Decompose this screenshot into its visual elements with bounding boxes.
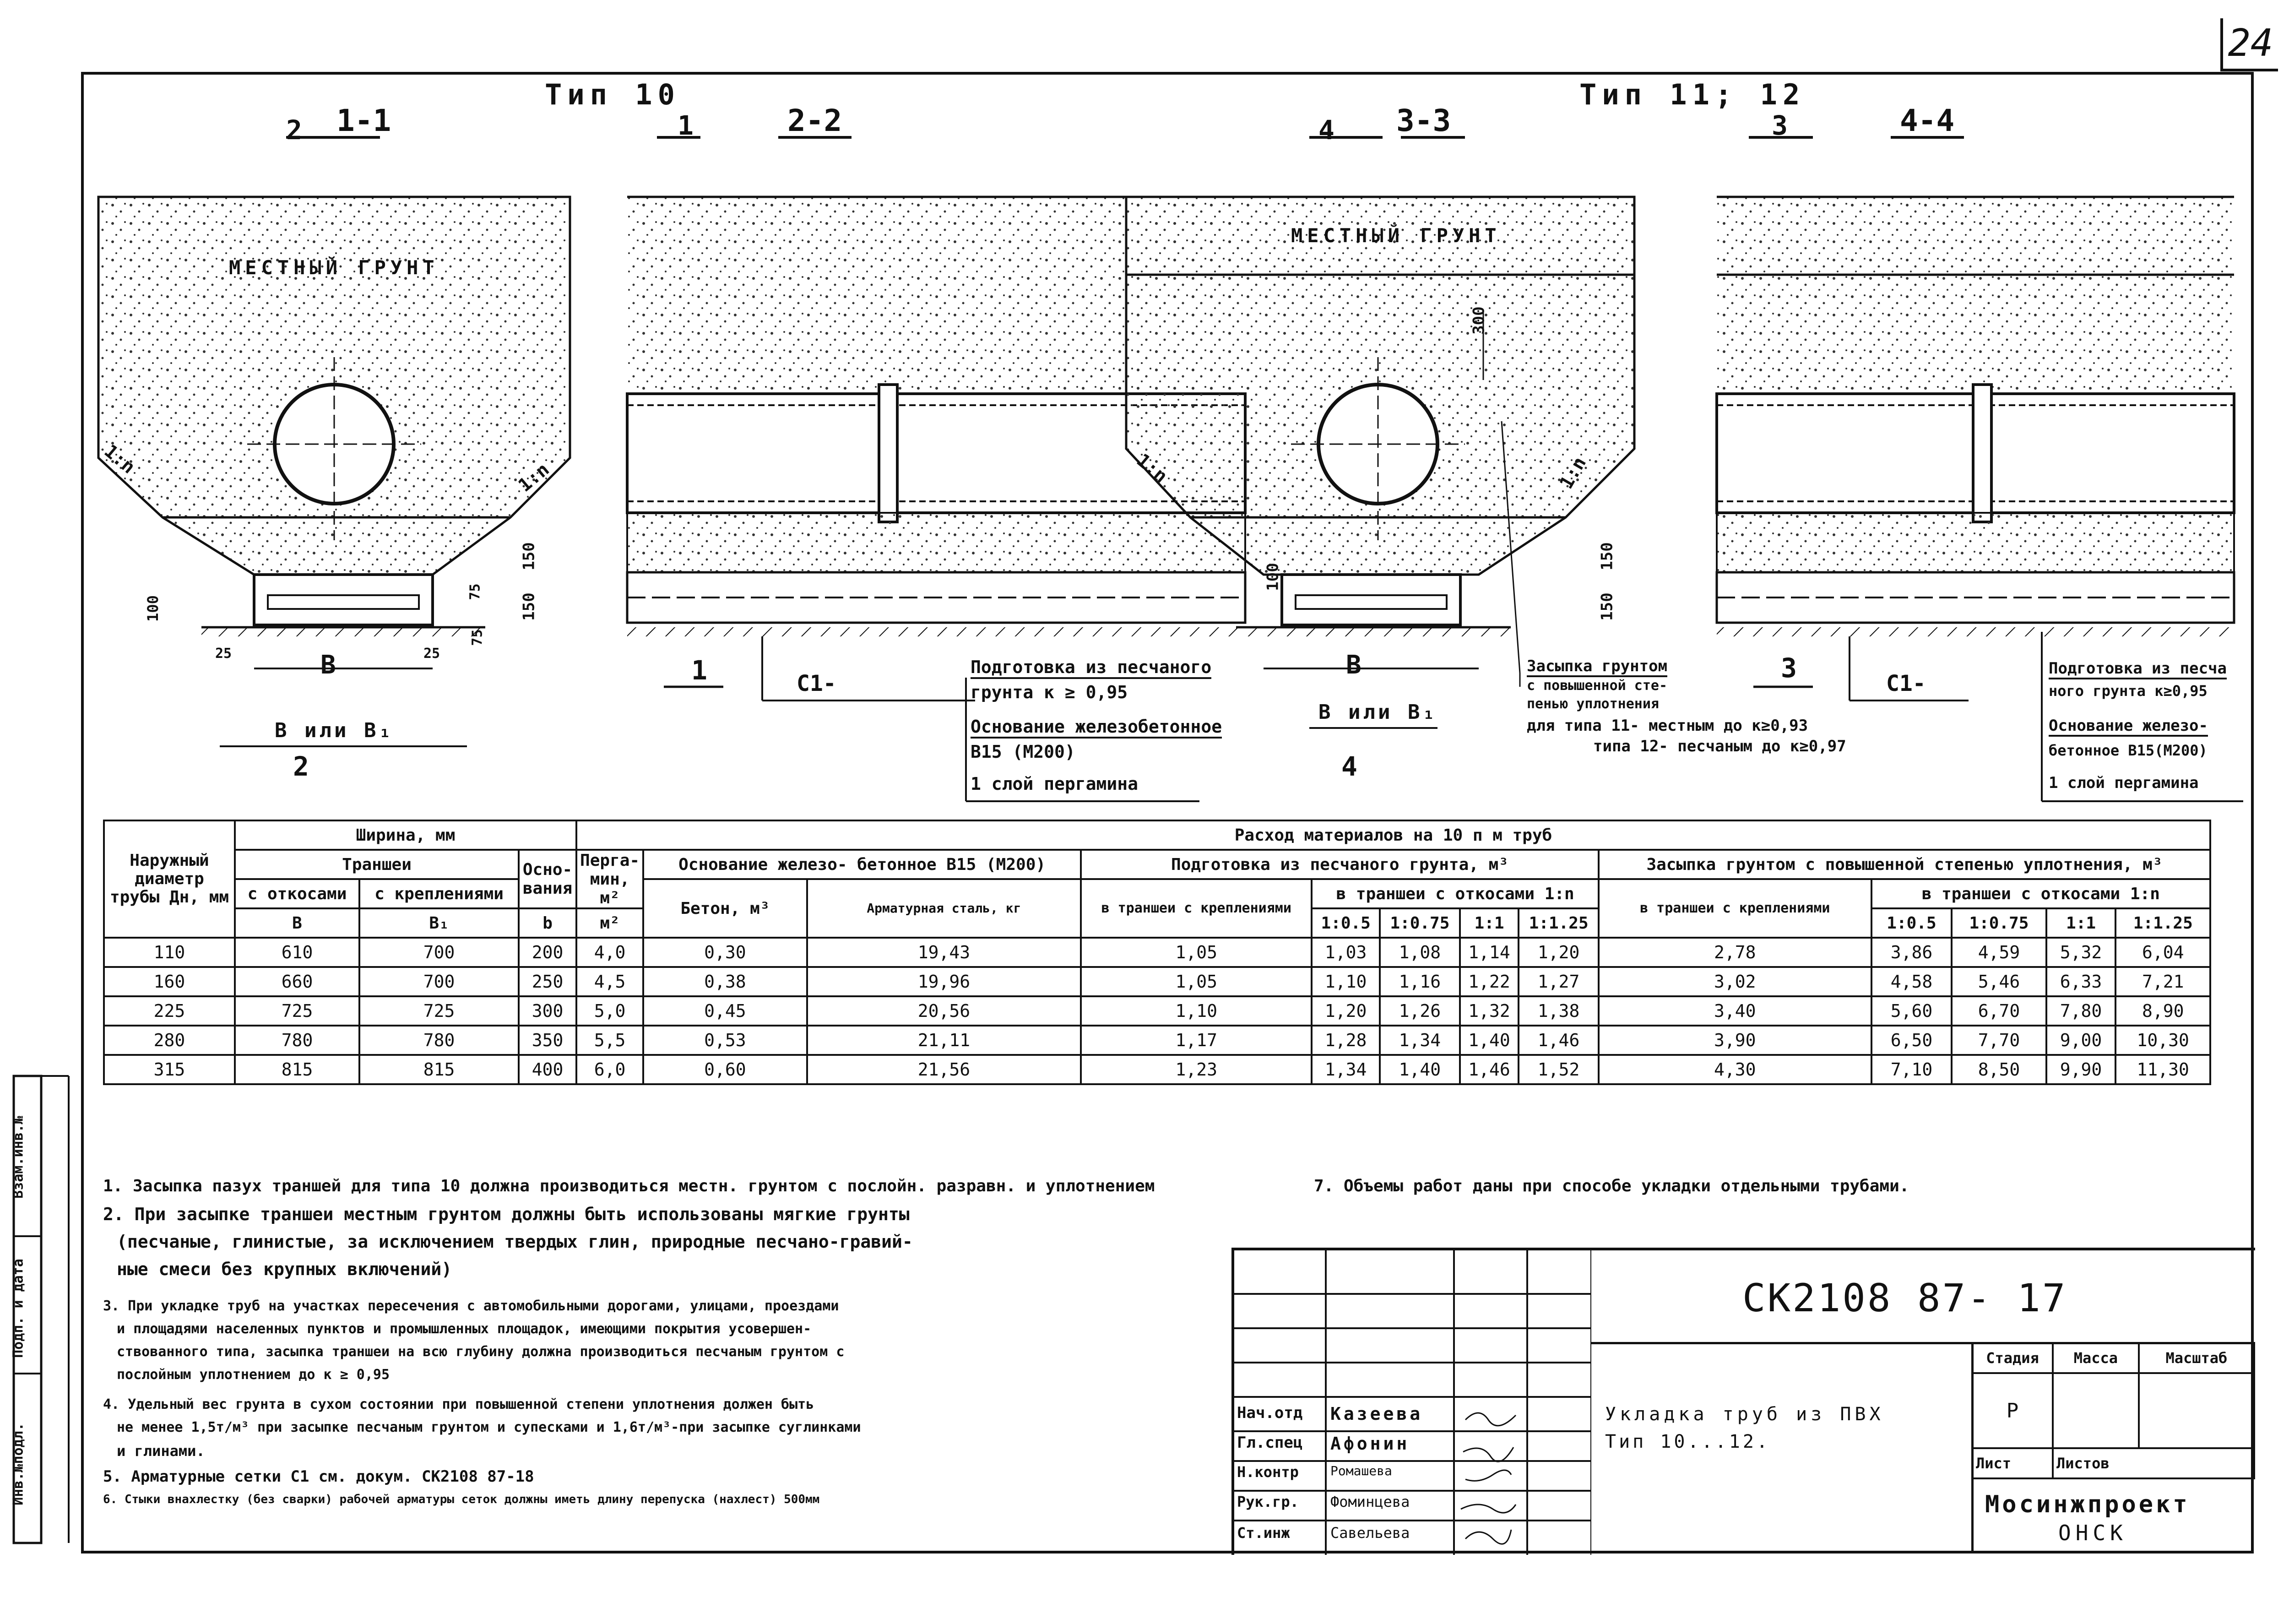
materials-table — [103, 820, 2211, 1085]
th-base-sym: b — [519, 908, 576, 938]
person-1: Казеева — [1330, 1404, 1423, 1424]
table-cell: 1,34 — [1380, 1026, 1460, 1055]
th-b-slope-05: 1:0.5 — [1871, 908, 1952, 938]
table-cell: 1,10 — [1312, 967, 1380, 996]
table-cell: 815 — [359, 1055, 519, 1084]
table-cell: 250 — [519, 967, 576, 996]
table-cell: 6,70 — [1952, 996, 2046, 1026]
table-row — [104, 1026, 2210, 1055]
dim-75-a: 75 — [467, 583, 483, 600]
th-pergamin-unit: м² — [576, 908, 643, 938]
table-cell: 160 — [104, 967, 235, 996]
table-cell: 19,43 — [807, 938, 1081, 967]
note-1: 1. Засыпка пазух траншей для типа 10 должна производиться местн. грунтом с послойн. разравн. и уплотнением — [103, 1177, 1155, 1195]
table-cell: 0,45 — [643, 996, 807, 1026]
th-slope-1: 1:1 — [1460, 908, 1519, 938]
table-cell: 4,59 — [1952, 938, 2046, 967]
rc-base-r-label: Основание железо- — [2049, 717, 2208, 737]
person-3: Ромашева — [1330, 1463, 1392, 1478]
note-4: 4. Удельный вес грунта в сухом состоянии при повышенной степени уплотнения должен быть — [103, 1396, 814, 1412]
c1-label-4: C1- — [1886, 671, 1926, 696]
dim-150-b: 150 — [520, 592, 538, 621]
table-cell: 1,05 — [1081, 967, 1312, 996]
pergamin-label: 1 слой пергамина — [971, 774, 1139, 794]
table-cell: 1,28 — [1312, 1026, 1380, 1055]
table-cell: 7,21 — [2115, 967, 2210, 996]
scale-value — [2139, 1373, 2254, 1448]
table-cell: 660 — [235, 967, 359, 996]
table-cell: 5,0 — [576, 996, 643, 1026]
slope-label-1a: 1:n — [100, 440, 139, 478]
materials-table-body — [104, 938, 2210, 1084]
dim-75-b: 75 — [469, 629, 486, 646]
sheets-header: Листов — [2053, 1448, 2254, 1478]
cut-mark-2-top: 2 — [286, 114, 302, 146]
table-cell: 2,78 — [1599, 938, 1871, 967]
th-trench: Траншеи — [235, 850, 519, 879]
th-slopes-sym: B — [235, 908, 359, 938]
role-1: Нач.отд — [1237, 1404, 1303, 1422]
table-cell: 780 — [235, 1026, 359, 1055]
org-name: Мосинжпроект — [1985, 1491, 2190, 1518]
dim-25-a: 25 — [215, 646, 232, 662]
type11-12-title: Тип 11; 12 — [1579, 78, 1806, 111]
table-cell: 4,30 — [1599, 1055, 1871, 1084]
table-cell: 1,26 — [1380, 996, 1460, 1026]
table-cell: 1,16 — [1380, 967, 1460, 996]
table-cell: 700 — [359, 938, 519, 967]
cut-mark-4-bottom: 4 — [1341, 751, 1357, 782]
cut-mark-4-top: 4 — [1318, 114, 1334, 146]
type10-title: Тип 10 — [545, 78, 680, 111]
rc-base-label: Основание железобетонное — [971, 717, 1222, 739]
note-4b: не менее 1,5т/м³ при засыпке песчаным грунтом и супесками и 1,6т/м³-при засыпке суглинками — [117, 1419, 861, 1435]
scale-header: Масштаб — [2139, 1343, 2254, 1373]
table-cell: 8,50 — [1952, 1055, 2046, 1084]
base-1-1 — [254, 575, 433, 625]
th-backfill-in-fix: в траншеи с креплениями — [1599, 879, 1871, 938]
dim-150-d: 150 — [1598, 592, 1616, 621]
stage-value: Р — [1972, 1373, 2053, 1448]
side-zam-label: Взам.инв.№ — [10, 1116, 27, 1199]
th-fix-sym: B₁ — [359, 908, 519, 938]
note-3c: ствованного типа, засыпка траншеи на всю глубину должна производиться песчаным грунтом с — [117, 1344, 845, 1360]
table-cell: 7,10 — [1871, 1055, 1952, 1084]
cut-mark-3-top: 3 — [1772, 110, 1788, 141]
section-4-4 — [1717, 137, 2234, 701]
note-4c: и глинами. — [117, 1442, 205, 1460]
note-6: 6. Стыки внахлестку (без сварки) рабочей арматуры сеток должны иметь длину перепуска (нахлест) 500мм — [103, 1493, 820, 1506]
person-4: Фоминцева — [1330, 1493, 1410, 1510]
signatures-area — [1234, 1250, 1591, 1555]
slope-label-3b: 1:n — [1556, 453, 1591, 493]
note-3d: послойным уплотнением до к ≥ 0,95 — [117, 1367, 390, 1383]
backfill-label-4: для типа 11- местным до к≥0,93 — [1527, 717, 1808, 735]
table-cell: 1,46 — [1519, 1026, 1599, 1055]
title-block — [1231, 1248, 2255, 1555]
role-4: Рук.гр. — [1237, 1493, 1299, 1510]
stage-table — [1971, 1342, 2255, 1479]
table-cell: 1,40 — [1380, 1055, 1460, 1084]
dim-b-3: B — [1346, 650, 1361, 680]
th-base: Осно- вания — [519, 850, 576, 908]
table-cell: 5,32 — [2046, 938, 2116, 967]
table-cell: 3,40 — [1599, 996, 1871, 1026]
table-row — [104, 967, 2210, 996]
title-line-1: Укладка труб из ПВХ — [1605, 1404, 1884, 1425]
backfill-label-5: типа 12- песчаным до к≥0,97 — [1593, 737, 1846, 755]
th-sand-prep: Подготовка из песчаного грунта, м³ — [1081, 850, 1599, 879]
th-steel: Арматурная сталь, кг — [807, 879, 1081, 938]
th-slopes: с откосами — [235, 879, 359, 908]
rc-base-r-label-2: бетонное B15(M200) — [2049, 742, 2208, 759]
dim-100: 100 — [144, 595, 162, 622]
table-cell: 20,56 — [807, 996, 1081, 1026]
slope-label-3a: 1:n — [1132, 450, 1172, 487]
table-cell: 9,00 — [2046, 1026, 2116, 1055]
dim-b-1: B — [320, 650, 336, 680]
th-slope-125: 1:1.25 — [1519, 908, 1599, 938]
table-cell: 21,56 — [807, 1055, 1081, 1084]
th-b-slope-1: 1:1 — [2046, 908, 2116, 938]
dim-150-a: 150 — [520, 542, 538, 570]
table-cell: 300 — [519, 996, 576, 1026]
table-cell: 1,32 — [1460, 996, 1519, 1026]
section-label-2-2: 2-2 — [787, 103, 842, 138]
note-2b: (песчаные, глинистые, за исключением твердых глин, природные песчано-гравий- — [117, 1232, 913, 1252]
table-cell: 3,90 — [1599, 1026, 1871, 1055]
table-cell: 280 — [104, 1026, 235, 1055]
backfill-label-1: Засыпка грунтом — [1527, 657, 1667, 677]
note-2c: ные смеси без крупных включений) — [117, 1259, 452, 1279]
table-cell: 6,04 — [2115, 938, 2210, 967]
th-consumption: Расход материалов на 10 п м труб — [576, 820, 2210, 850]
th-slope-05: 1:0.5 — [1312, 908, 1380, 938]
table-cell: 10,30 — [2115, 1026, 2210, 1055]
table-cell: 6,0 — [576, 1055, 643, 1084]
table-cell: 9,90 — [2046, 1055, 2116, 1084]
note-5: 5. Арматурные сетки С1 см. докум. СК2108 87-18 — [103, 1467, 534, 1486]
th-sand-in-slopes: в траншеи с откосами 1:n — [1312, 879, 1599, 908]
table-cell: 700 — [359, 967, 519, 996]
dim-300: 300 — [1470, 306, 1488, 335]
table-cell: 8,90 — [2115, 996, 2210, 1026]
dim-150-c: 150 — [1598, 542, 1616, 570]
table-cell: 1,34 — [1312, 1055, 1380, 1084]
table-cell: 7,70 — [1952, 1026, 2046, 1055]
table-row — [104, 1055, 2210, 1084]
table-cell: 0,30 — [643, 938, 807, 967]
table-cell: 1,23 — [1081, 1055, 1312, 1084]
dim-100-3: 100 — [1264, 563, 1282, 591]
title-cell — [1591, 1342, 1974, 1553]
sand-prep-r-label: Подготовка из песча — [2049, 659, 2227, 679]
table-cell: 3,86 — [1871, 938, 1952, 967]
role-2: Гл.спец — [1237, 1434, 1303, 1452]
table-cell: 1,46 — [1460, 1055, 1519, 1084]
sand-prep-label-2: грунта к ≥ 0,95 — [971, 682, 1128, 702]
table-cell: 1,08 — [1380, 938, 1460, 967]
table-cell: 1,22 — [1460, 967, 1519, 996]
table-cell: 725 — [235, 996, 359, 1026]
dim-b-or-b1-1: B или B₁ — [275, 719, 394, 742]
local-soil-label-3: МЕСТНЫЙ ГРУНТ — [1291, 224, 1501, 247]
mass-header: Масса — [2053, 1343, 2139, 1373]
th-diameter: Наружный диаметр трубы Дн, мм — [104, 820, 235, 938]
table-cell: 1,14 — [1460, 938, 1519, 967]
th-backfill-in-slopes: в траншеи с откосами 1:n — [1871, 879, 2210, 908]
person-2: Афонин — [1330, 1434, 1410, 1454]
th-sand-in-fix: в траншеи с креплениями — [1081, 879, 1312, 938]
table-cell: 1,10 — [1081, 996, 1312, 1026]
section-label-4-4: 4-4 — [1900, 103, 1955, 138]
th-slope-075: 1:0.75 — [1380, 908, 1460, 938]
table-cell: 1,17 — [1081, 1026, 1312, 1055]
th-pergamin: Перга- мин, м² — [576, 850, 643, 908]
table-cell: 1,40 — [1460, 1026, 1519, 1055]
table-cell: 6,33 — [2046, 967, 2116, 996]
code-cell — [1591, 1250, 2255, 1344]
table-cell: 400 — [519, 1055, 576, 1084]
dim-25-b: 25 — [423, 646, 440, 662]
local-soil-label-1: МЕСТНЫЙ ГРУНТ — [229, 256, 439, 279]
table-cell: 0,53 — [643, 1026, 807, 1055]
side-inv-label: Инв.№подл. — [10, 1423, 27, 1505]
dim-b-or-b1-3: B или B₁ — [1318, 701, 1437, 724]
role-5: Ст.инж — [1237, 1524, 1290, 1542]
note-7: 7. Объемы работ даны при способе укладки отдельными трубами. — [1314, 1177, 1909, 1195]
table-cell: 780 — [359, 1026, 519, 1055]
base-3-3 — [1282, 575, 1460, 625]
cut-mark-3-bottom: 3 — [1781, 652, 1797, 684]
sheet-header: Лист — [1972, 1448, 2053, 1478]
section-label-1-1: 1-1 — [336, 103, 391, 138]
side-sign-label: Подп. и дата — [10, 1259, 27, 1358]
table-cell: 1,52 — [1519, 1055, 1599, 1084]
table-cell: 4,58 — [1871, 967, 1952, 996]
table-cell: 4,0 — [576, 938, 643, 967]
table-cell: 11,30 — [2115, 1055, 2210, 1084]
table-cell: 1,20 — [1519, 938, 1599, 967]
stage-header: Стадия — [1972, 1343, 2053, 1373]
table-cell: 0,38 — [643, 967, 807, 996]
table-cell: 19,96 — [807, 967, 1081, 996]
table-cell: 1,20 — [1312, 996, 1380, 1026]
table-cell: 5,60 — [1871, 996, 1952, 1026]
table-cell: 725 — [359, 996, 519, 1026]
cut-mark-1-bottom: 1 — [691, 655, 707, 686]
table-cell: 610 — [235, 938, 359, 967]
mass-value — [2053, 1373, 2139, 1448]
rc-base-label-2: B15 (M200) — [971, 742, 1075, 762]
table-cell: 315 — [104, 1055, 235, 1084]
sand-prep-r-label-2: ного грунта к≥0,95 — [2049, 682, 2208, 700]
cut-mark-1-top: 1 — [678, 110, 694, 141]
table-cell: 1,05 — [1081, 938, 1312, 967]
th-backfill: Засыпка грунтом с повышенной степенью уплотнения, м³ — [1599, 850, 2210, 879]
person-5: Савельева — [1330, 1524, 1410, 1542]
table-row — [104, 996, 2210, 1026]
table-cell: 350 — [519, 1026, 576, 1055]
th-concrete: Бетон, м³ — [643, 879, 807, 938]
table-cell: 5,5 — [576, 1026, 643, 1055]
backfill-label-3: пенью уплотнения — [1527, 696, 1659, 712]
table-cell: 3,02 — [1599, 967, 1871, 996]
cut-mark-2-bottom: 2 — [293, 751, 309, 782]
sand-prep-label: Подготовка из песчаного — [971, 657, 1211, 679]
table-cell: 1,27 — [1519, 967, 1599, 996]
table-cell: 1,03 — [1312, 938, 1380, 967]
backfill-label-2: с повышенной сте- — [1527, 678, 1668, 694]
section-label-3-3: 3-3 — [1396, 103, 1451, 138]
table-cell: 1,38 — [1519, 996, 1599, 1026]
table-cell: 200 — [519, 938, 576, 967]
th-b-slope-125: 1:1.25 — [2115, 908, 2210, 938]
th-b-slope-075: 1:0.75 — [1952, 908, 2046, 938]
note-3: 3. При укладке труб на участках пересечения с автомобильными дорогами, улицами, проездами — [103, 1298, 839, 1314]
document-code: СК2108 87- 17 — [1742, 1276, 2067, 1320]
title-line-2: Тип 10...12. — [1605, 1431, 1770, 1452]
role-3: Н.контр — [1237, 1463, 1299, 1481]
table-cell: 5,46 — [1952, 967, 2046, 996]
table-cell: 0,60 — [643, 1055, 807, 1084]
sheet-number: 24 — [2220, 18, 2278, 71]
signatures — [1456, 1401, 1525, 1553]
slope-label-1b: 1:n — [514, 459, 553, 496]
note-2: 2. При засыпке траншеи местным грунтом должны быть использованы мягкие грунты — [103, 1204, 910, 1224]
table-cell: 6,50 — [1871, 1026, 1952, 1055]
table-cell: 225 — [104, 996, 235, 1026]
pergamin-r-label: 1 слой пергамина — [2049, 774, 2199, 792]
table-cell: 4,5 — [576, 967, 643, 996]
note-3b: и площадями населенных пунктов и промышленных площадок, имеющими покрытия усовершен- — [117, 1321, 812, 1337]
org-dept: ОНСК — [2058, 1521, 2127, 1545]
table-cell: 815 — [235, 1055, 359, 1084]
table-cell: 21,11 — [807, 1026, 1081, 1055]
th-width: Ширина, мм — [235, 820, 576, 850]
table-row — [104, 938, 2210, 967]
th-rc-base: Основание железо- бетонное B15 (M200) — [643, 850, 1081, 879]
c1-label-2: C1- — [797, 671, 836, 696]
th-fix: с креплениями — [359, 879, 519, 908]
table-cell: 110 — [104, 938, 235, 967]
table-cell: 7,80 — [2046, 996, 2116, 1026]
